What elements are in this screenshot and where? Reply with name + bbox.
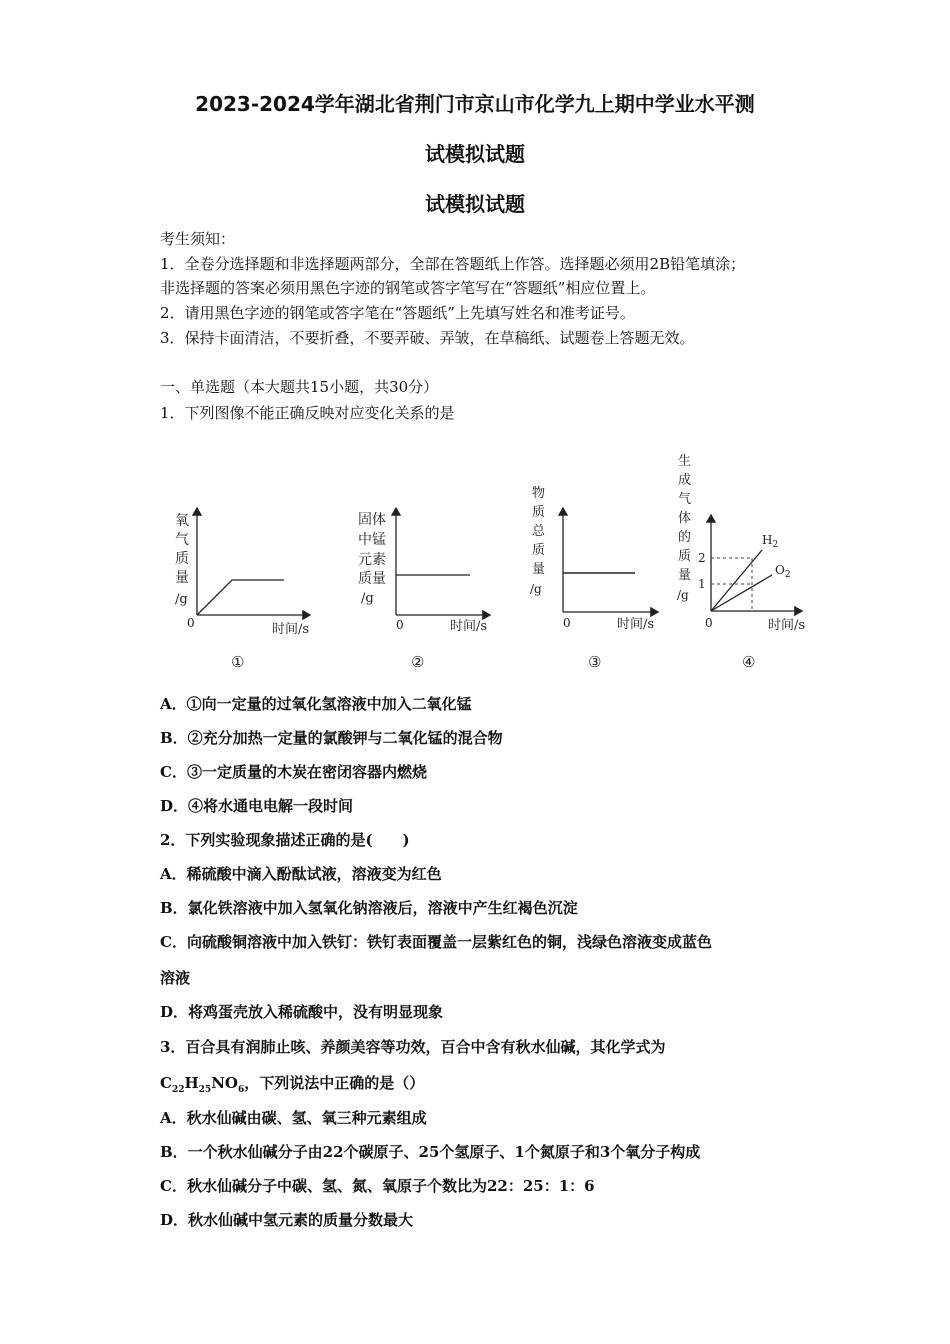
notice-item: 2．请用黑色字迹的钢笔或答字笔在“答题纸”上先填写姓名和准考证号。 xyxy=(160,304,635,322)
question-3-formula-line: $C_{22}H_{25}NO_6$，下列说法中正确的是（） xyxy=(160,1074,425,1095)
graph-4-caption: ④ xyxy=(742,653,756,671)
question-2-option: D．将鸡蛋壳放入稀硫酸中，没有明显现象 xyxy=(160,1003,444,1021)
notice-heading: 考生须知： xyxy=(160,230,236,248)
question-1-option: A．①向一定量的过氧化氢溶液中加入二氧化锰 xyxy=(160,695,472,713)
graph-3-xlabel: 时间/s xyxy=(617,617,655,632)
graph-3-caption: ③ xyxy=(588,653,602,671)
graph-4-ylabel: 气 xyxy=(678,492,692,507)
graph-3-origin: 0 xyxy=(563,616,571,630)
title-line-2: 试模拟试题 xyxy=(425,142,525,166)
question-1-stem: 1．下列图像不能正确反映对应变化关系的是 xyxy=(160,404,455,422)
graph-4-h2-line xyxy=(711,550,762,611)
graph-4 xyxy=(677,453,805,671)
graph-1-origin: 0 xyxy=(187,616,195,630)
graph-2-caption: ② xyxy=(411,653,425,671)
graph-2-ylabel: 质量 xyxy=(358,571,386,587)
graph-2-ylabel: /g xyxy=(361,591,374,606)
graph-1-xlabel: 时间/s xyxy=(272,622,310,637)
graph-3-ylabel: 物 xyxy=(532,486,546,501)
graph-2-origin: 0 xyxy=(396,618,404,632)
title-line-3: 试模拟试题 xyxy=(425,192,525,216)
graph-4-tick-2: 2 xyxy=(698,551,706,565)
graph-4-ylabel: 量 xyxy=(678,568,692,583)
graph-4-tick-1: 1 xyxy=(698,577,706,591)
graph-3-ylabel: 质 xyxy=(532,505,546,520)
graph-4-o2-line xyxy=(711,575,772,611)
graph-4-origin: 0 xyxy=(705,616,713,630)
question-3-option: C．秋水仙碱分子中碳、氢、氮、氧原子个数比为22：25：1：6 xyxy=(160,1177,595,1195)
graph-1-curve xyxy=(197,580,284,615)
graph-4-h2-label: $H_2$ xyxy=(762,533,779,550)
graph-1-ylabel: 质 xyxy=(175,551,189,567)
notice-item: 1．全卷分选择题和非选择题两部分，全部在答题纸上作答。选择题必须用2B铅笔填涂； xyxy=(160,255,746,273)
graph-3-ylabel: 量 xyxy=(532,562,546,577)
graph-2-ylabel: 元素 xyxy=(358,552,386,568)
graph-2-xlabel: 时间/s xyxy=(450,619,488,634)
graph-1-ylabel: /g xyxy=(175,592,188,607)
question-1-option: B．②充分加热一定量的氯酸钾与二氧化锰的混合物 xyxy=(160,729,503,747)
graph-4-o2-label: $O_2$ xyxy=(775,563,791,580)
graph-1-ylabel: 量 xyxy=(175,570,189,586)
title-line-1: 2023-2024学年湖北省荆门市京山市化学九上期中学业水平测 xyxy=(195,92,755,116)
question-3-stem: 3．百合具有润肺止咳、养颜美容等功效，百合中含有秋水仙碱，其化学式为 xyxy=(160,1038,666,1056)
graph-2-ylabel: 固体 xyxy=(358,512,386,528)
question-3-option: D．秋水仙碱中氢元素的质量分数最大 xyxy=(160,1211,414,1229)
graph-1 xyxy=(175,508,310,671)
graph-2-ylabel: 中锰 xyxy=(358,532,386,548)
graph-1-ylabel: 氧 xyxy=(175,513,189,529)
question-2-option-continued: 溶液 xyxy=(160,969,191,987)
question-1-option: D．④将水通电电解一段时间 xyxy=(160,797,354,815)
question-1-graphs xyxy=(0,440,950,680)
graph-4-xlabel: 时间/s xyxy=(768,618,806,633)
graph-4-ylabel: 质 xyxy=(678,549,692,564)
question-3-option: B．一个秋水仙碱分子由22个碳原子、25个氢原子、1个氮原子和3个氧分子构成 xyxy=(160,1143,701,1161)
graph-4-ylabel: 体 xyxy=(678,511,692,526)
graph-3-ylabel: 质 xyxy=(532,543,546,558)
section-heading: 一、单选题（本大题共15小题，共30分） xyxy=(160,378,439,396)
question-2-option: A．稀硫酸中滴入酚酞试液，溶液变为红色 xyxy=(160,865,442,883)
graph-2 xyxy=(358,508,490,671)
graph-3-ylabel: /g xyxy=(530,582,542,596)
graph-4-ylabel: 成 xyxy=(678,473,692,488)
graph-3 xyxy=(530,485,658,671)
question-3-option: A．秋水仙碱由碳、氢、氧三种元素组成 xyxy=(160,1109,427,1127)
notice-item: 非选择题的答案必须用黑色字迹的钢笔或答字笔写在“答题纸”相应位置上。 xyxy=(160,279,656,297)
graph-3-ylabel: 总 xyxy=(532,524,546,539)
graph-1-ylabel: 气 xyxy=(175,532,189,548)
question-1-option: C．③一定质量的木炭在密闭容器内燃烧 xyxy=(160,763,427,781)
notice-item: 3．保持卡面清洁，不要折叠，不要弄破、弄皱，在草稿纸、试题卷上答题无效。 xyxy=(160,329,695,347)
graph-4-ylabel: 的 xyxy=(678,530,692,545)
graph-4-ylabel: /g xyxy=(677,588,689,602)
graph-4-ylabel: 生 xyxy=(678,454,692,469)
question-2-option: B．氯化铁溶液中加入氢氧化钠溶液后，溶液中产生红褐色沉淀 xyxy=(160,899,578,917)
graph-1-caption: ① xyxy=(231,653,245,671)
question-2-stem: 2．下列实验现象描述正确的是( ) xyxy=(160,831,410,849)
question-2-option: C．向硫酸铜溶液中加入铁钉：铁钉表面覆盖一层紫红色的铜，浅绿色溶液变成蓝色 xyxy=(160,933,712,951)
